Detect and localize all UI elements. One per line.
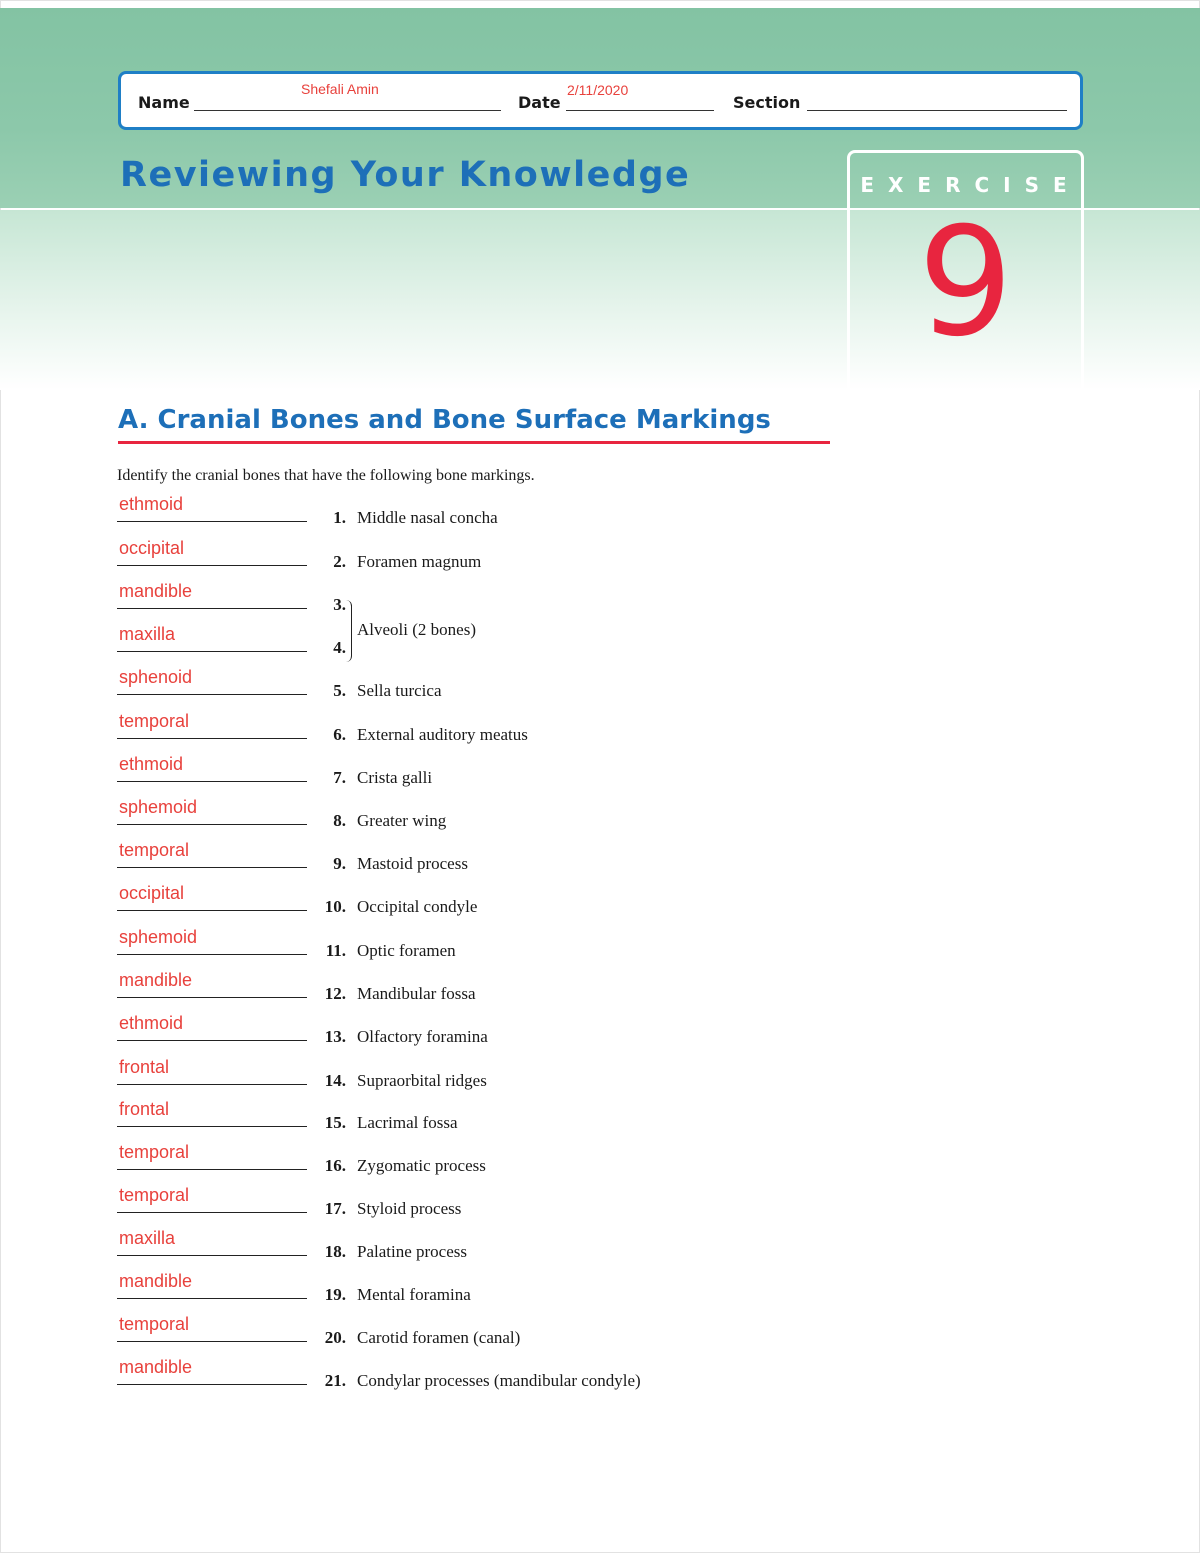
question-text: Lacrimal fossa [357, 1113, 458, 1132]
question-text: Optic foramen [357, 941, 456, 960]
question-number: 17. [324, 1199, 346, 1218]
answer-line [117, 694, 307, 695]
question-row [0, 1142, 1200, 1186]
question-row [0, 711, 1200, 755]
answer-field[interactable]: mandible [119, 970, 193, 990]
question-text: External auditory meatus [357, 725, 528, 744]
question-number: 8. [333, 811, 346, 830]
question-text: Mandibular fossa [357, 984, 476, 1003]
question-row [0, 581, 1200, 625]
date-field-line [566, 110, 714, 111]
name-label: Name [138, 93, 190, 112]
question-text: Carotid foramen (canal) [357, 1328, 521, 1347]
question-row [0, 927, 1200, 971]
question-text: Condylar processes (mandibular condyle) [357, 1371, 641, 1390]
question-text: Supraorbital ridges [357, 1071, 487, 1090]
question-text: Olfactory foramina [357, 1027, 488, 1046]
question-number: 18. [324, 1242, 346, 1261]
answer-field[interactable]: sphenoid [119, 667, 193, 687]
answer-line [117, 738, 307, 739]
answer-line [117, 521, 307, 522]
question-number: 10. [324, 897, 346, 916]
name-field-line [194, 110, 501, 111]
question-row [0, 624, 1200, 668]
answer-field[interactable]: mandible [119, 1271, 193, 1291]
answer-line [117, 1212, 307, 1213]
question-number: 21. [324, 1371, 346, 1390]
question-text: Styloid process [357, 1199, 462, 1218]
question-row [0, 1057, 1200, 1101]
answer-field[interactable]: sphemoid [119, 797, 198, 817]
answer-field[interactable]: mandible [119, 581, 193, 601]
question-row [0, 840, 1200, 884]
question-text: Greater wing [357, 811, 447, 830]
answer-field[interactable]: temporal [119, 840, 190, 860]
question-row [0, 1228, 1200, 1272]
answer-line [117, 565, 307, 566]
question-number: 3. [333, 595, 346, 614]
date-field[interactable]: 2/11/2020 [567, 82, 629, 98]
question-text: Occipital condyle [357, 897, 478, 916]
alveoli-group-label: Alveoli (2 bones) [357, 620, 476, 639]
instructions: Identify the cranial bones that have the following bone markings. [117, 467, 535, 484]
date-label: Date [518, 93, 561, 112]
question-number: 14. [324, 1071, 346, 1090]
answer-field[interactable]: temporal [119, 1314, 190, 1334]
name-field[interactable]: Shefali Amin [301, 81, 379, 97]
answer-line [117, 1341, 307, 1342]
question-row [0, 1185, 1200, 1229]
answer-line [117, 651, 307, 652]
answer-field[interactable]: temporal [119, 1185, 190, 1205]
answer-field[interactable]: ethmoid [119, 1013, 184, 1033]
answer-line [117, 1040, 307, 1041]
answer-line [117, 954, 307, 955]
section-title: A. Cranial Bones and Bone Surface Markings [118, 405, 771, 435]
question-number: 11. [325, 941, 346, 960]
answer-field[interactable]: ethmoid [119, 754, 184, 774]
section-field-line [807, 110, 1067, 111]
question-text: Crista galli [357, 768, 433, 787]
answer-line [117, 1255, 307, 1256]
question-row [0, 538, 1200, 582]
question-number: 7. [333, 768, 346, 787]
question-text: Mental foramina [357, 1285, 471, 1304]
question-number: 12. [324, 984, 346, 1003]
page-title: Reviewing Your Knowledge [120, 155, 691, 195]
question-row [0, 754, 1200, 798]
answer-field[interactable]: temporal [119, 1142, 190, 1162]
question-row [0, 1099, 1200, 1143]
section-label: Section [733, 93, 801, 112]
question-text: Mastoid process [357, 854, 468, 873]
question-number: 1. [333, 508, 346, 527]
answer-field[interactable]: frontal [119, 1099, 170, 1119]
question-row [0, 1271, 1200, 1315]
question-number: 15. [324, 1113, 346, 1132]
answer-line [117, 867, 307, 868]
answer-line [117, 1126, 307, 1127]
question-row [0, 1013, 1200, 1057]
answer-line [117, 608, 307, 609]
exercise-number: 9 [917, 196, 1014, 370]
answer-field[interactable]: ethmoid [119, 494, 184, 514]
question-number: 6. [333, 725, 346, 744]
question-row [0, 970, 1200, 1014]
answer-line [117, 824, 307, 825]
answer-field[interactable]: maxilla [119, 624, 176, 644]
question-row [0, 494, 1200, 538]
question-text: Zygomatic process [357, 1156, 486, 1175]
question-text: Middle nasal concha [357, 508, 498, 527]
question-row [0, 883, 1200, 927]
question-row [0, 667, 1200, 711]
question-row [0, 797, 1200, 841]
question-number: 16. [324, 1156, 346, 1175]
question-text: Foramen magnum [357, 552, 482, 571]
question-row [0, 1357, 1200, 1401]
alveoli-bracket [342, 600, 352, 662]
exercise-box [847, 150, 1084, 390]
question-number: 9. [333, 854, 346, 873]
answer-field[interactable]: occipital [119, 538, 185, 558]
answer-line [117, 781, 307, 782]
answer-field[interactable]: occipital [119, 883, 185, 903]
question-number: 13. [324, 1027, 346, 1046]
question-text: Sella turcica [357, 681, 442, 700]
question-number: 19. [324, 1285, 346, 1304]
section-title-underline [118, 441, 830, 444]
question-number: 5. [333, 681, 346, 700]
answer-line [117, 997, 307, 998]
answer-line [117, 1084, 307, 1085]
answer-field[interactable]: frontal [119, 1057, 170, 1077]
question-number: 20. [324, 1328, 346, 1347]
student-info-box [118, 71, 1083, 130]
question-number: 4. [333, 638, 346, 657]
answer-line [117, 1298, 307, 1299]
question-text: Palatine process [357, 1242, 467, 1261]
question-number: 2. [333, 552, 346, 571]
answer-field[interactable]: sphemoid [119, 927, 198, 947]
question-row [0, 1314, 1200, 1358]
exercise-label: EXERCISE [860, 173, 1081, 197]
answer-field[interactable]: maxilla [119, 1228, 176, 1248]
answer-field[interactable]: temporal [119, 711, 190, 731]
answer-line [117, 1384, 307, 1385]
answer-field[interactable]: mandible [119, 1357, 193, 1377]
answer-line [117, 910, 307, 911]
answer-line [117, 1169, 307, 1170]
